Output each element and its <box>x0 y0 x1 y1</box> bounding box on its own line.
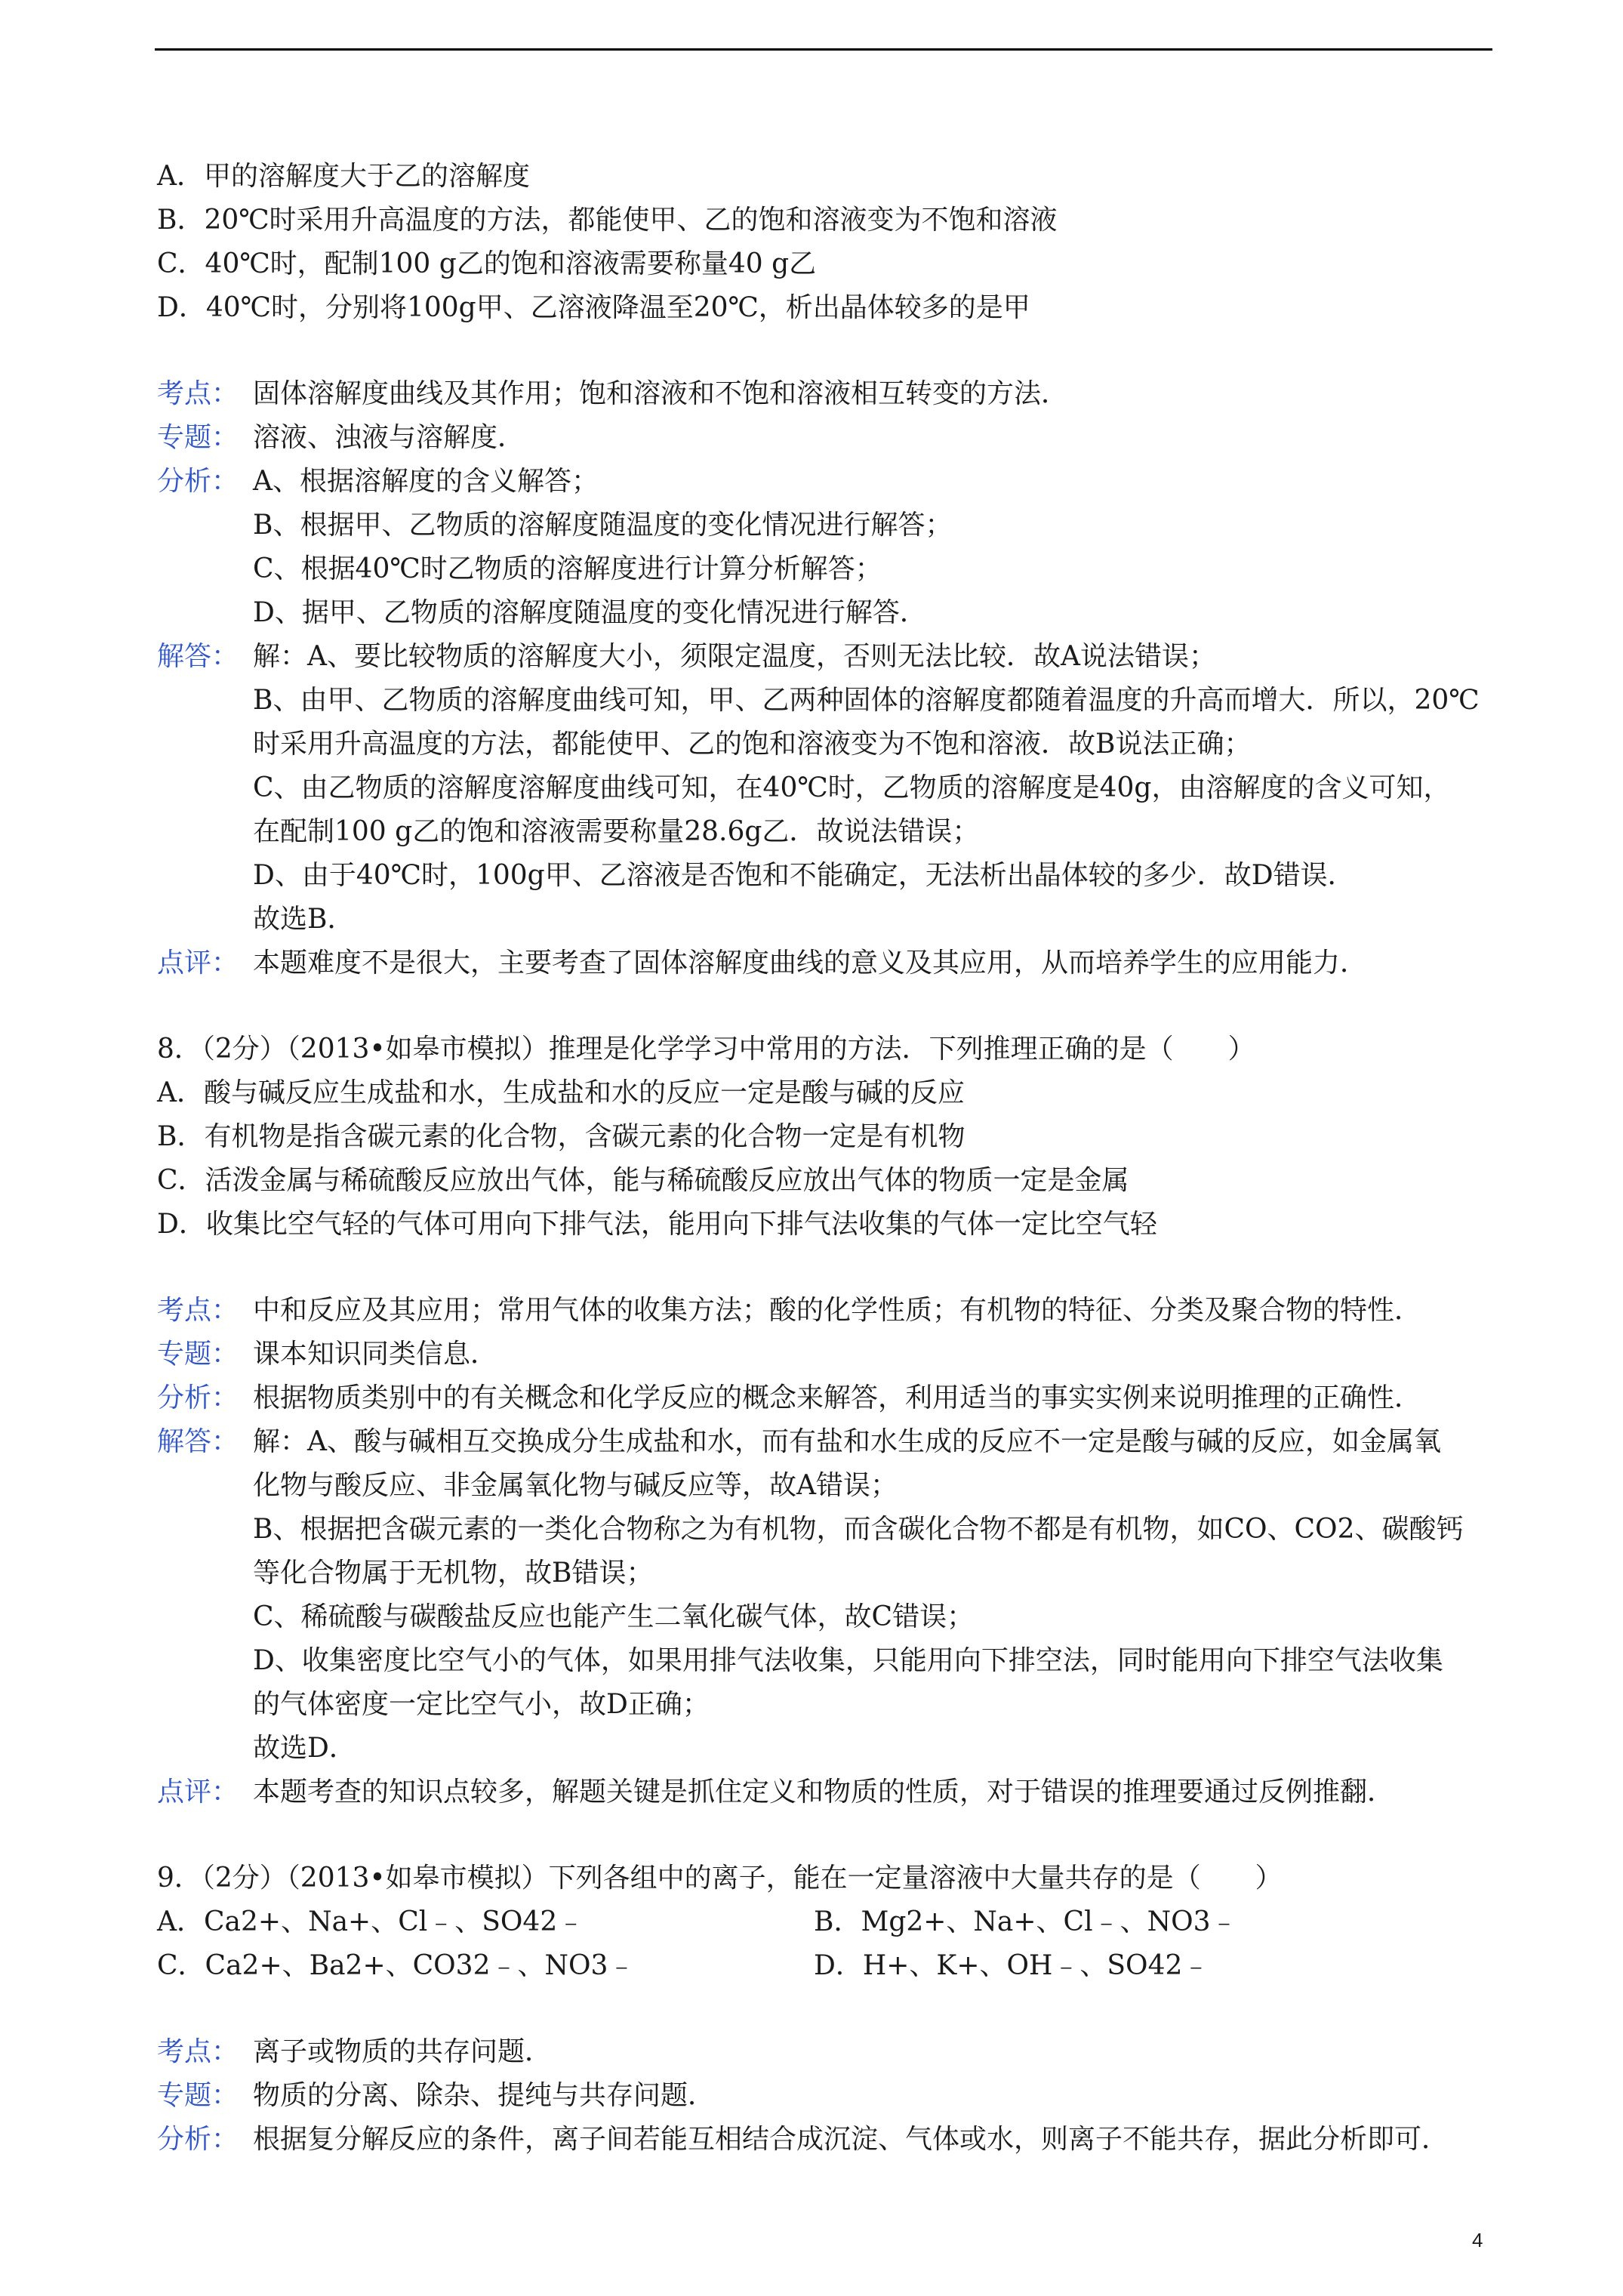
q9-kaodian-text: 离子或物质的共存问题． <box>253 2036 553 2067</box>
q8-dianping-text: 本题考查的知识点较多，解题关键是抓住定义和物质的性质，对于错误的推理要通过反例推翻． <box>253 1777 1395 1808</box>
q7-jieda-line: 解：A、要比较物质的溶解度大小，须限定温度，否则无法比较．故A说法错误； <box>253 641 1216 672</box>
q7-kaodian-text: 固体溶解度曲线及其作用；饱和溶液和不饱和溶液相互转变的方法． <box>253 378 1069 409</box>
q8-option-c: C．活泼金属与稀硫酸反应放出气体，能与稀硫酸反应放出气体的物质一定是金属 <box>157 1165 1129 1196</box>
q8-dianping-label: 点评： <box>157 1777 239 1808</box>
header-rule <box>155 48 1492 51</box>
q7-option-d: D．40℃时，分别将100g甲、乙溶液降温至20℃，析出晶体较多的是甲 <box>157 292 1030 323</box>
q9-stem: 9．（2分）（2013•如皋市模拟）下列各组中的离子，能在一定量溶液中大量共存的是（ ） <box>157 1863 1283 1894</box>
q7-jieda-line: B、由甲、乙物质的溶解度曲线可知，甲、乙两种固体的溶解度都随着温度的升高而增大．所以，20℃ <box>253 685 1480 716</box>
page-number: 4 <box>1472 2229 1483 2251</box>
q7-jieda-line: 时采用升高温度的方法，都能使甲、乙的饱和溶液变为不饱和溶液．故B说法正确； <box>253 729 1252 760</box>
q9-option-c: C．Ca2+、Ba2+、CO32﹣、NO3﹣ <box>157 1950 636 1981</box>
q7-jieda-label: 解答： <box>157 641 239 672</box>
q7-dianping-label: 点评： <box>157 948 239 978</box>
q7-fenxi-line: A、根据溶解度的含义解答； <box>253 466 599 497</box>
q8-jieda-line: 故选D． <box>253 1733 356 1764</box>
q9-option-a: A．Ca2+、Na+、Cl﹣、SO42﹣ <box>157 1906 585 1937</box>
q7-zhuanti-text: 溶液、浊液与溶解度． <box>253 422 525 453</box>
q9-fenxi-text: 根据复分解反应的条件，离子间若能互相结合成沉淀、气体或水，则离子不能共存，据此分析即可． <box>253 2124 1449 2155</box>
q7-fenxi-line: C、根据40℃时乙物质的溶解度进行计算分析解答； <box>253 553 882 584</box>
q7-fenxi-label: 分析： <box>157 466 239 497</box>
q7-jieda-line: C、由乙物质的溶解度溶解度曲线可知，在40℃时，乙物质的溶解度是40g，由溶解度的含义可知， <box>253 772 1451 803</box>
q7-kaodian-label: 考点： <box>157 378 239 409</box>
q8-jieda-line: 化物与酸反应、非金属氧化物与碱反应等，故A错误； <box>253 1470 898 1501</box>
q8-zhuanti-text: 课本知识同类信息． <box>253 1339 498 1370</box>
q7-option-b: B．20℃时采用升高温度的方法，都能使甲、乙的饱和溶液变为不饱和溶液 <box>157 205 1058 236</box>
q7-jieda-line: D、由于40℃时，100g甲、乙溶液是否饱和不能确定，无法析出晶体较的多少．故D错误． <box>253 860 1355 891</box>
q9-option-b: B．Mg2+、Na+、Cl﹣、NO3﹣ <box>814 1906 1238 1937</box>
q8-option-a: A．酸与碱反应生成盐和水，生成盐和水的反应一定是酸与碱的反应 <box>157 1077 965 1108</box>
q8-jieda-line: B、根据把含碳元素的一类化合物称之为有机物，而含碳化合物不都是有机物，如CO、CO2、碳酸钙 <box>253 1514 1464 1545</box>
q8-jieda-line: 解：A、酸与碱相互交换成分生成盐和水，而有盐和水生成的反应不一定是酸与碱的反应，如金属氧 <box>253 1426 1441 1457</box>
q8-jieda-label: 解答： <box>157 1426 239 1457</box>
q7-fenxi-line: D、据甲、乙物质的溶解度随温度的变化情况进行解答． <box>253 597 927 628</box>
q7-zhuanti-label: 专题： <box>157 422 239 453</box>
q9-kaodian-label: 考点： <box>157 2036 239 2067</box>
q7-dianping-text: 本题难度不是很大，主要考查了固体溶解度曲线的意义及其应用，从而培养学生的应用能力． <box>253 948 1368 978</box>
q8-fenxi-text: 根据物质类别中的有关概念和化学反应的概念来解答，利用适当的事实实例来说明推理的正确性． <box>253 1382 1422 1413</box>
q8-fenxi-label: 分析： <box>157 1382 239 1413</box>
q8-option-d: D．收集比空气轻的气体可用向下排气法，能用向下排气法收集的气体一定比空气轻 <box>157 1209 1157 1240</box>
q7-option-c: C．40℃时，配制100 g乙的饱和溶液需要称量40 g乙 <box>157 248 817 279</box>
q7-jieda-line: 在配制100 g乙的饱和溶液需要称量28.6g乙．故说法错误； <box>253 816 980 847</box>
q8-kaodian-text: 中和反应及其应用；常用气体的收集方法；酸的化学性质；有机物的特征、分类及聚合物的特性． <box>253 1295 1422 1326</box>
q9-option-d: D．H+、K+、OH﹣、SO42﹣ <box>814 1950 1210 1981</box>
q8-jieda-line: D、收集密度比空气小的气体，如果用排气法收集，只能用向下排空法，同时能用向下排空气法收集 <box>253 1645 1443 1676</box>
q8-zhuanti-label: 专题： <box>157 1339 239 1370</box>
q8-option-b: B．有机物是指含碳元素的化合物，含碳元素的化合物一定是有机物 <box>157 1121 965 1152</box>
q8-stem: 8．（2分）（2013•如皋市模拟）推理是化学学习中常用的方法．下列推理正确的是（ ） <box>157 1034 1255 1065</box>
q9-fenxi-label: 分析： <box>157 2124 239 2155</box>
q8-kaodian-label: 考点： <box>157 1295 239 1326</box>
q8-jieda-line: C、稀硫酸与碳酸盐反应也能产生二氧化碳气体，故C错误； <box>253 1601 975 1632</box>
q8-jieda-line: 的气体密度一定比空气小，故D正确； <box>253 1689 710 1720</box>
q9-zhuanti-label: 专题： <box>157 2080 239 2111</box>
q9-zhuanti-text: 物质的分离、除杂、提纯与共存问题． <box>253 2080 716 2111</box>
q8-jieda-line: 等化合物属于无机物，故B错误； <box>253 1558 654 1589</box>
q7-option-a: A．甲的溶解度大于乙的溶解度 <box>157 161 530 192</box>
q7-jieda-line: 故选B． <box>253 904 355 935</box>
q7-fenxi-line: B、根据甲、乙物质的溶解度随温度的变化情况进行解答； <box>253 510 953 541</box>
